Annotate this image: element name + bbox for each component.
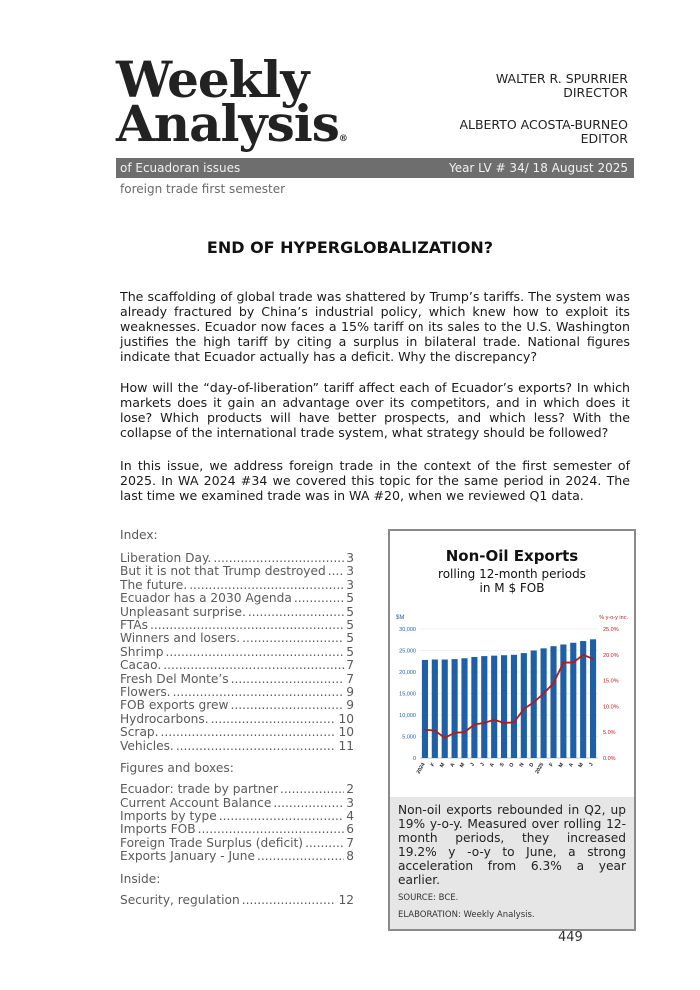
- x-tick-label: A: [488, 762, 496, 769]
- leader-dots: [294, 592, 344, 605]
- x-tick-label: J: [479, 762, 487, 768]
- index-item: [120, 797, 354, 810]
- index-item: [120, 713, 354, 726]
- growth-point: [424, 729, 426, 731]
- index-item-page: 3: [346, 551, 354, 565]
- index-item-title: Current Account Balance: [120, 795, 272, 810]
- chart-note-box: [390, 797, 634, 929]
- y-axis-label: $M: [396, 615, 405, 621]
- figures-heading: Figures and boxes:: [120, 761, 234, 776]
- chart-elaboration: ELABORATION: Weekly Analysis.: [398, 910, 535, 920]
- x-tick-label: M: [577, 762, 585, 769]
- y2-tick-label: 5.0%: [603, 730, 616, 737]
- growth-point: [533, 701, 535, 703]
- leader-dots: [273, 797, 344, 810]
- banner-issue: Year LV # 34/ 18 August 2025: [448, 161, 628, 175]
- index-item-page: 3: [346, 577, 354, 592]
- leader-dots: [305, 837, 344, 850]
- x-tick-label: D: [528, 762, 536, 769]
- leader-dots: [211, 713, 337, 726]
- index-item: [120, 837, 354, 850]
- index-item-title: Ecuador has a 2030 Agenda: [120, 591, 292, 606]
- x-tick-label: A: [567, 762, 576, 769]
- bar: [481, 656, 487, 758]
- bar: [432, 660, 438, 758]
- index-item-title: Winners and losers.: [120, 631, 241, 646]
- index-item-title: FTAs: [120, 618, 148, 633]
- index-item-page: 7: [346, 835, 354, 850]
- paragraph-3: In this issue, we address foreign trade in the context of the first semester of 2025. In WA 2024 #34 we covered this topic for the same period in 2024. The last time we examined trade was in WA #20, when we reviewed Q1 data.: [120, 458, 630, 503]
- chart-note: Non-oil exports rebounded in Q2, up 19% y-o-y. Measured over rolling 12-month periods, they increased 19.2% y -o-y to June, a strong acceleration from 6.3% a year earlier.: [398, 803, 626, 887]
- y2-tick-label: 25.0%: [603, 627, 619, 633]
- index-item-page: 5: [346, 644, 354, 659]
- index-item-page: 9: [346, 698, 354, 713]
- index-item: [120, 740, 354, 753]
- index-item-page: 5: [346, 631, 354, 646]
- leader-dots: [242, 632, 344, 645]
- director-role: DIRECTOR: [563, 85, 628, 100]
- index-item: [120, 686, 354, 699]
- index-item-page: 5: [346, 604, 354, 619]
- index-item-page: 12: [338, 892, 354, 907]
- bar: [501, 655, 507, 758]
- index-item: [120, 659, 354, 672]
- growth-point: [483, 722, 485, 724]
- index-item-title: Unpleasant surprise.: [120, 604, 246, 619]
- index-item: [120, 699, 354, 712]
- y-tick-label: 0: [412, 756, 416, 762]
- bar: [541, 648, 547, 758]
- y-tick-label: 5,000: [402, 734, 416, 741]
- leader-dots: [189, 579, 344, 592]
- x-tick-label: M: [439, 762, 447, 769]
- index-item-title: Flowers.: [120, 685, 171, 700]
- leader-dots: [219, 810, 345, 823]
- index-item-title: Foreign Trade Surplus (deficit): [120, 835, 304, 850]
- logo-line-2: Analysis®: [116, 94, 347, 153]
- y-tick-label: 10,000: [399, 713, 416, 719]
- growth-point: [543, 693, 545, 695]
- inside-heading: Inside:: [120, 871, 161, 886]
- x-tick-label: M: [458, 762, 467, 769]
- bar: [521, 653, 527, 758]
- index-item: [120, 579, 354, 592]
- growth-point: [582, 654, 584, 656]
- index-item: [120, 894, 354, 907]
- growth-point: [503, 722, 505, 724]
- index-item-page: 5: [346, 591, 354, 606]
- leader-dots: [328, 565, 345, 578]
- y2-axis-label: % y-o-y inc.: [599, 615, 628, 621]
- bar: [560, 644, 566, 758]
- growth-point: [473, 724, 475, 726]
- y2-tick-label: 15.0%: [603, 678, 619, 685]
- index-item-page: 11: [338, 738, 354, 753]
- bar: [550, 646, 556, 758]
- index-item: [120, 810, 354, 823]
- index-item: [120, 592, 354, 605]
- x-tick-label: J: [469, 762, 477, 768]
- index-item: [120, 673, 354, 686]
- index-list: [120, 552, 354, 753]
- issue-topic: foreign trade first semester: [120, 182, 286, 196]
- index-item-title: Cacao.: [120, 658, 162, 673]
- y2-tick-label: 20.0%: [603, 652, 619, 659]
- banner-tagline: of Ecuadoran issues: [120, 161, 241, 175]
- index-item-title: Scrap.: [120, 725, 159, 740]
- leader-dots: [242, 894, 337, 907]
- index-item-title: Security, regulation: [120, 892, 240, 907]
- leader-dots: [231, 699, 345, 712]
- leader-dots: [150, 619, 344, 632]
- growth-point: [562, 662, 564, 664]
- issue-banner: [116, 158, 634, 178]
- y-tick-label: 30,000: [399, 627, 416, 633]
- index-item-title: Liberation Day.: [120, 551, 212, 565]
- x-tick-label: 2025: [534, 762, 546, 775]
- non-oil-exports-chart: [390, 607, 634, 797]
- index-item-title: Imports FOB: [120, 822, 196, 837]
- y-tick-label: 15,000: [399, 691, 416, 698]
- index-item-title: But it is not that Trump destroyed: [120, 564, 326, 579]
- leader-dots: [257, 850, 344, 863]
- index-item-page: 10: [338, 725, 354, 740]
- index-item-title: Ecuador: trade by partner: [120, 782, 278, 797]
- index-item: [120, 552, 354, 565]
- index-item-title: FOB exports grew: [120, 698, 229, 713]
- figures-list: [120, 783, 354, 863]
- index-item: [120, 646, 354, 659]
- editor-role: EDITOR: [580, 131, 628, 146]
- y2-tick-label: 10.0%: [603, 704, 619, 711]
- growth-point: [572, 662, 574, 664]
- x-tick-label: A: [449, 762, 457, 769]
- bar: [471, 657, 477, 758]
- weekly-analysis-logo: [116, 50, 347, 161]
- x-tick-label: J: [588, 762, 595, 768]
- leader-dots: [213, 552, 344, 565]
- x-tick-label: F: [429, 762, 437, 768]
- bar: [452, 659, 458, 758]
- page-number: 449: [558, 930, 583, 945]
- chart-subtitle-line-2: in M $ FOB: [479, 580, 545, 595]
- index-item: [120, 783, 354, 796]
- growth-point: [523, 708, 525, 710]
- index-item: [120, 823, 354, 836]
- y-tick-label: 25,000: [399, 648, 416, 655]
- index-item: [120, 726, 354, 739]
- paragraph-1: The scaffolding of global trade was shattered by Trump’s tariffs. The system was already fractured by China’s industrial policy, which knew how to exploit its weaknesses. Ecuador now faces a 15% tariff on its sales to the U.S. Washington justifies the high tariff by citing a surplus in bilateral trade. National figures indicate that Ecuador actually has a deficit. Why the discrepancy?: [120, 289, 630, 364]
- x-tick-label: O: [508, 762, 516, 769]
- bar: [442, 660, 448, 758]
- index-item-page: 6: [346, 822, 354, 837]
- index-item-page: 3: [346, 795, 354, 810]
- index-item: [120, 565, 354, 578]
- index-item-title: Shrimp: [120, 644, 164, 659]
- registered-mark: ®: [338, 134, 347, 144]
- growth-point: [553, 682, 555, 684]
- index-item-title: Vehicles.: [120, 738, 174, 753]
- bar: [580, 641, 586, 758]
- x-tick-label: S: [498, 762, 506, 769]
- index-item-page: 5: [346, 618, 354, 633]
- bar: [511, 655, 517, 758]
- x-tick-label: 2024: [415, 762, 427, 775]
- logo-line-1: Weekly: [116, 50, 309, 109]
- y2-tick-label: 0.0%: [603, 756, 616, 762]
- index-item: [120, 632, 354, 645]
- leader-dots: [176, 740, 337, 753]
- chart-subtitle: [390, 568, 634, 595]
- index-item-page: 9: [346, 685, 354, 700]
- leader-dots: [198, 823, 345, 836]
- chart-subtitle-line-1: rolling 12-month periods: [438, 567, 586, 581]
- paragraph-2: How will the “day-of-liberation” tariff affect each of Ecuador’s exports? In which markets does it gain an advantage over its competitors, and in which does it lose? Which products will have better prospects, and which less? With the collapse of the international trade system, what strategy should be followed?: [120, 380, 630, 440]
- index-item-page: 2: [346, 782, 354, 797]
- index-item-title: Fresh Del Monte’s: [120, 671, 229, 686]
- growth-line: [425, 655, 593, 738]
- editor-name: ALBERTO ACOSTA-BURNEO: [459, 117, 628, 132]
- index-item-page: 7: [346, 658, 354, 673]
- growth-point: [513, 721, 515, 723]
- index-item-title: Exports January - June: [120, 849, 256, 864]
- index-item-title: Hydrocarbons.: [120, 711, 209, 726]
- chart-source: SOURCE: BCE.: [398, 893, 459, 903]
- y-tick-label: 20,000: [399, 670, 416, 676]
- index-heading: Index:: [120, 528, 158, 542]
- index-item-page: 10: [338, 711, 354, 726]
- leader-dots: [165, 646, 344, 659]
- x-tick-label: M: [557, 762, 566, 769]
- index-item-page: 7: [346, 671, 354, 686]
- growth-point: [592, 658, 594, 660]
- growth-point: [493, 719, 495, 721]
- bar: [422, 660, 428, 758]
- staff-credits: [459, 72, 628, 146]
- x-tick-label: N: [518, 762, 526, 769]
- index: [120, 528, 354, 907]
- chart-title: Non-Oil Exports: [445, 547, 579, 565]
- bar: [491, 656, 497, 758]
- growth-point: [454, 732, 456, 734]
- index-item: [120, 850, 354, 863]
- index-item-title: The future.: [120, 577, 188, 592]
- leader-dots: [280, 783, 344, 796]
- growth-point: [434, 730, 436, 732]
- leader-dots: [248, 606, 344, 619]
- leader-dots: [173, 686, 345, 699]
- x-tick-label: F: [548, 762, 556, 768]
- index-item-page: 4: [346, 808, 354, 823]
- inside-list: [120, 894, 354, 907]
- bar: [461, 658, 467, 758]
- index-item-page: 3: [346, 564, 354, 579]
- growth-point: [444, 737, 446, 739]
- index-item: [120, 619, 354, 632]
- index-item: [120, 606, 354, 619]
- growth-point: [464, 731, 466, 733]
- leader-dots: [161, 726, 337, 739]
- headline: END OF HYPERGLOBALIZATION?: [206, 238, 494, 257]
- director-name: WALTER R. SPURRIER: [495, 71, 628, 86]
- leader-dots: [231, 673, 345, 686]
- index-item-title: Imports by type: [120, 808, 217, 823]
- chart-box: [388, 529, 636, 931]
- leader-dots: [163, 659, 344, 672]
- index-item-page: 8: [346, 849, 354, 864]
